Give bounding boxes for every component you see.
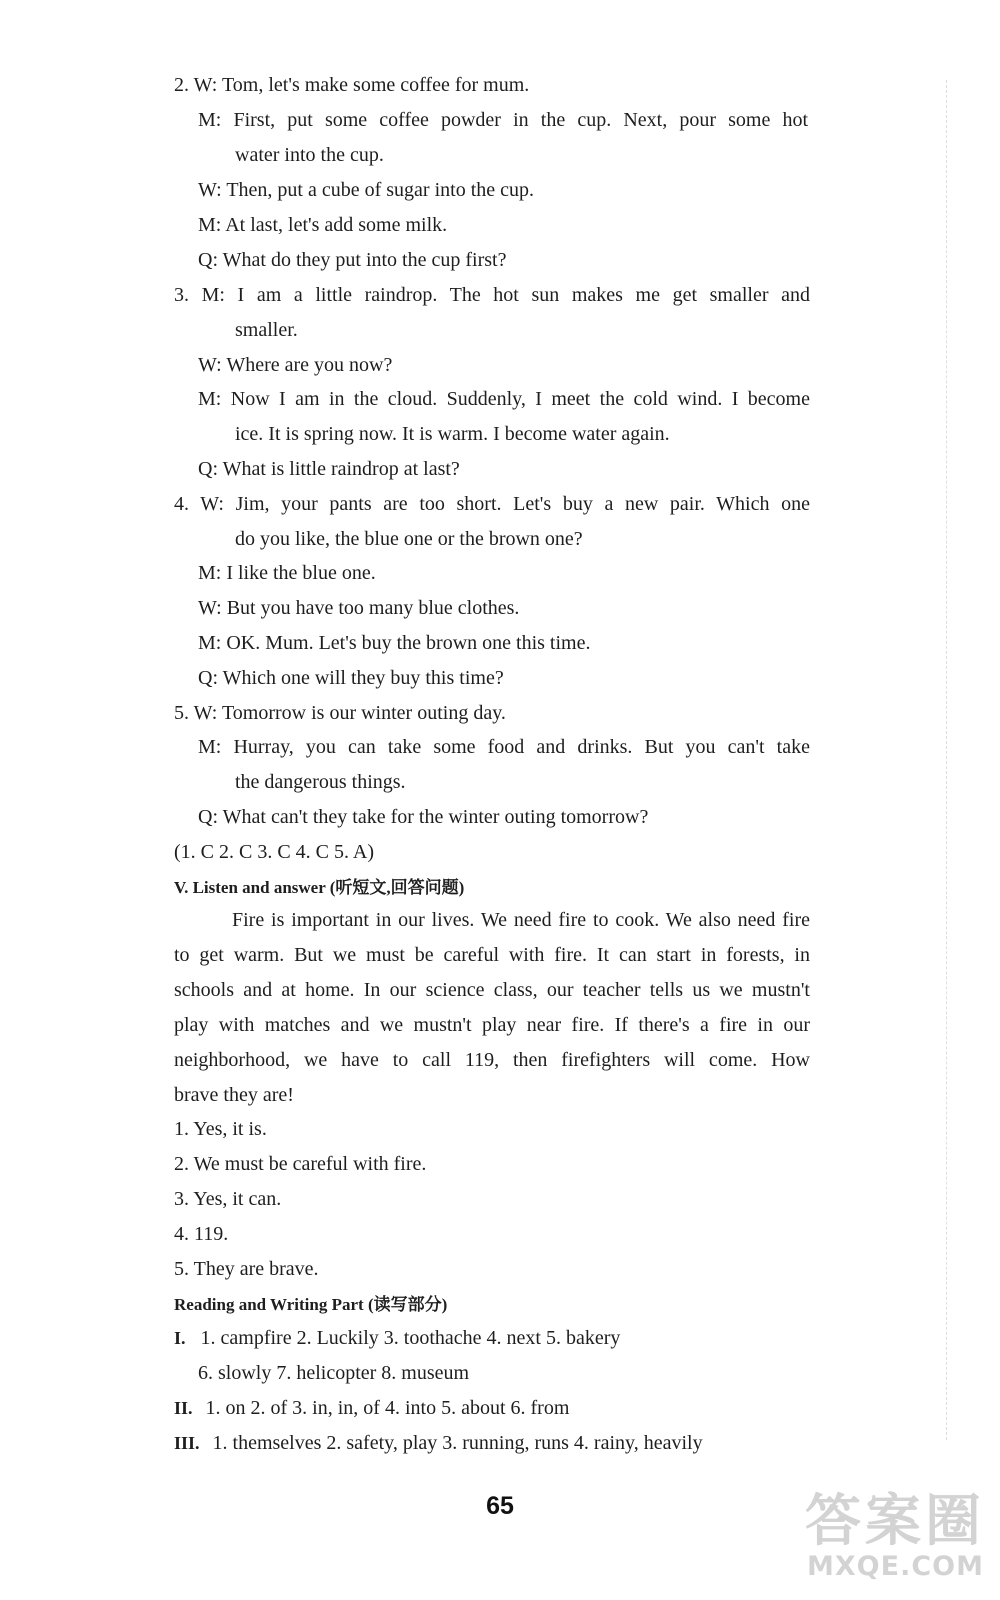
- watermark-logo: [795, 1475, 990, 1593]
- dialogue-line: Q: What can't they take for the winter outing tomorrow?: [198, 806, 649, 828]
- answer-item: 2. We must be careful with fire.: [174, 1153, 427, 1175]
- passage-line: play with matches and we mustn't play near fire. If there's a fire in our: [174, 1014, 810, 1036]
- roman-label: I.: [174, 1328, 186, 1348]
- dialogue-line: do you like, the blue one or the brown one?: [235, 528, 583, 550]
- dialogue-line: M: OK. Mum. Let's buy the brown one this time.: [198, 632, 591, 654]
- dialogue-line: smaller.: [235, 319, 298, 341]
- watermark-sub: MXQE.COM: [807, 1551, 984, 1582]
- dialogue-line: M: At last, let's add some milk.: [198, 214, 448, 236]
- dialogue-line: Q: Which one will they buy this time?: [198, 667, 504, 689]
- dialogue-line: M: Hurray, you can take some food and drinks. But you can't take: [198, 736, 810, 758]
- section-heading: Reading and Writing Part (读写部分): [174, 1295, 448, 1314]
- answer-item: 1. Yes, it is.: [174, 1118, 267, 1140]
- answer-text: 1. on 2. of 3. in, in, of 4. into 5. about 6. from: [205, 1397, 570, 1419]
- dialogue-line: M: I like the blue one.: [198, 562, 376, 584]
- section-heading: V. Listen and answer (听短文,回答问题): [174, 878, 465, 897]
- dialogue-line: M: First, put some coffee powder in the cup. Next, pour some hot: [198, 109, 808, 131]
- dialogue-line: Q: What do they put into the cup first?: [198, 249, 507, 271]
- roman-label: III.: [174, 1433, 200, 1453]
- answer-row-I: [174, 1326, 620, 1350]
- dialogue-line: W: Then, put a cube of sugar into the cup.: [198, 179, 535, 201]
- dialogue-line: 2. W: Tom, let's make some coffee for mum.: [174, 74, 530, 96]
- dialogue-line: water into the cup.: [235, 144, 384, 166]
- answer-key-part4: (1. C 2. C 3. C 4. C 5. A): [174, 841, 375, 863]
- passage-line: schools and at home. In our science class, our teacher tells us we mustn't: [174, 979, 810, 1001]
- dialogue-line: Q: What is little raindrop at last?: [198, 458, 460, 480]
- passage-line: to get warm. But we must be careful with fire. It can start in forests, in: [174, 944, 810, 966]
- margin-rule: [946, 80, 947, 1440]
- passage-line: brave they are!: [174, 1084, 294, 1106]
- watermark-main: 答案圈: [805, 1489, 985, 1554]
- dialogue-line: the dangerous things.: [235, 771, 406, 793]
- answer-row-III: [174, 1431, 703, 1455]
- dialogue-line: ice. It is spring now. It is warm. I become water again.: [235, 423, 670, 445]
- passage-line: Fire is important in our lives. We need fire to cook. We also need fire: [232, 909, 810, 931]
- answer-text: 6. slowly 7. helicopter 8. museum: [198, 1362, 470, 1384]
- dialogue-line: 3. M: I am a little raindrop. The hot sun makes me get smaller and: [174, 284, 810, 306]
- dialogue-line: W: Where are you now?: [198, 354, 393, 376]
- roman-label: II.: [174, 1398, 193, 1418]
- dialogue-line: W: But you have too many blue clothes.: [198, 597, 520, 619]
- passage-line: neighborhood, we have to call 119, then firefighters will come. How: [174, 1049, 810, 1071]
- dialogue-line: M: Now I am in the cloud. Suddenly, I meet the cold wind. I become: [198, 388, 810, 410]
- answer-item: 4. 119.: [174, 1223, 229, 1245]
- dialogue-line: 5. W: Tomorrow is our winter outing day.: [174, 702, 506, 724]
- answer-item: 3. Yes, it can.: [174, 1188, 282, 1210]
- answer-row-II: [174, 1396, 569, 1420]
- answer-text: 1. campfire 2. Luckily 3. toothache 4. next 5. bakery: [200, 1327, 621, 1349]
- answer-item: 5. They are brave.: [174, 1258, 319, 1280]
- answer-text: 1. themselves 2. safety, play 3. running, runs 4. rainy, heavily: [212, 1432, 703, 1454]
- dialogue-line: 4. W: Jim, your pants are too short. Let's buy a new pair. Which one: [174, 493, 810, 515]
- page-number: 65: [486, 1492, 514, 1520]
